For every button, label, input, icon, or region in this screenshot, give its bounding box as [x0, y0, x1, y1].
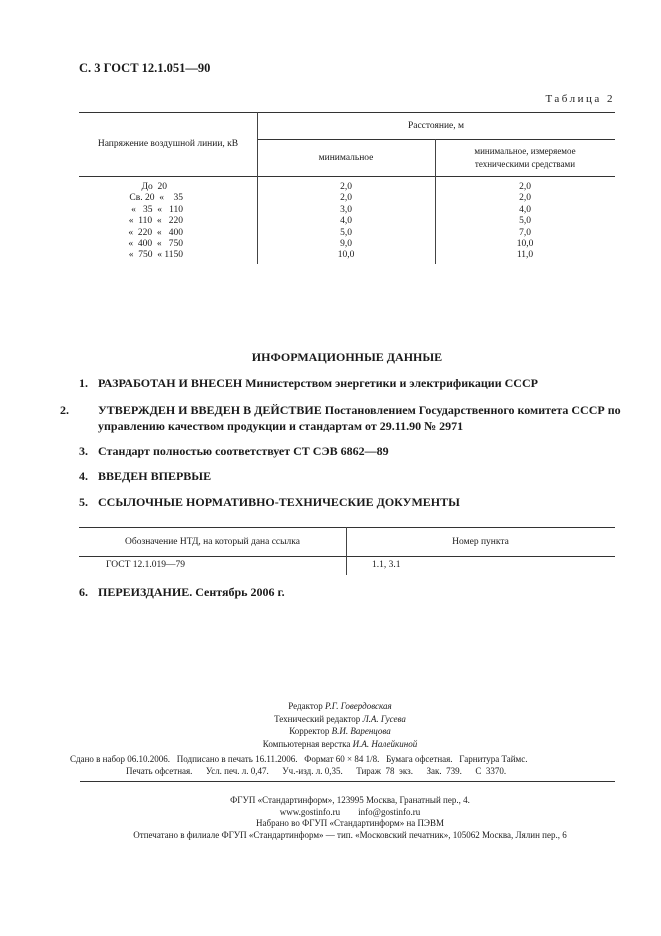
measured-cell: 7,0 — [519, 227, 531, 238]
table-header-rule — [79, 176, 615, 177]
voltage-cell: До 20 — [141, 182, 167, 192]
credit-name: Р.Г. Говердовская — [324, 701, 392, 711]
credit-line — [200, 738, 480, 751]
distance-table — [79, 112, 615, 264]
min-cell: 2,0 — [340, 193, 352, 204]
publication-info — [70, 753, 610, 777]
measured-cell: 2,0 — [519, 182, 531, 192]
item-lead: ВВЕДЕН ВПЕРВЫЕ — [98, 469, 212, 483]
table-caption: Таблица 2 — [545, 93, 615, 105]
min-cell: 4,0 — [340, 216, 352, 227]
voltage-cell: « 35 « 110 — [131, 204, 183, 215]
publication-line-1: Сдано в набор 06.10.2006. Подписано в печать 16.11.2006. Формат 60 × 84 1/8. Бумага офсетная. Гарнитура Таймс. — [70, 754, 528, 764]
ntd-top-rule — [79, 527, 615, 528]
page-header: С. 3 ГОСТ 12.1.051—90 — [79, 61, 211, 75]
credit-role: Корректор — [289, 726, 330, 736]
item-lead: РАЗРАБОТАН И ВНЕСЕН — [98, 376, 243, 390]
min-column — [257, 182, 435, 262]
item-number: 1. — [79, 376, 88, 390]
address-line-2: www.gostinfo.ru info@gostinfo.ru — [279, 806, 421, 817]
info-item-5 — [79, 494, 619, 510]
voltage-cell: « 750 « 1150 — [128, 250, 183, 261]
credit-line — [200, 713, 480, 726]
info-item-6 — [79, 584, 619, 600]
info-item-4 — [79, 468, 619, 484]
voltage-cell: « 220 « 400 — [128, 227, 183, 238]
ntd-vline — [346, 527, 347, 575]
voltage-cell: « 400 « 750 — [128, 238, 183, 249]
item-text: Стандарт полностью соответствует СТ СЭВ 6862—89 — [98, 444, 389, 458]
voltage-cell: « 110 « 220 — [128, 216, 183, 227]
address-line-1: ФГУП «Стандартинформ», 123995 Москва, Гранатный пер., 4. — [230, 795, 470, 805]
min-cell: 5,0 — [340, 227, 352, 238]
item-lead: УТВЕРЖДЕН И ВВЕДЕН В ДЕЙСТВИЕ — [98, 403, 322, 417]
item-text: Сентябрь 2006 г. — [192, 585, 285, 599]
min-cell: 9,0 — [340, 238, 352, 249]
credits-block — [200, 700, 480, 750]
ntd-doc-cell: ГОСТ 12.1.019—79 — [106, 560, 185, 570]
col-header-distance: Расстояние, м — [407, 121, 465, 131]
voltage-column — [83, 182, 183, 262]
credit-line — [200, 725, 480, 738]
col-header-min-measured: минимальное, измеряемое техническими средствами — [474, 146, 576, 169]
ntd-col-header-item: Номер пункта — [452, 537, 509, 547]
credit-role: Редактор — [288, 701, 323, 711]
address-line-4: Отпечатано в филиале ФГУП «Стандартинформ» — тип. «Московский печатник», 105062 Москва, Лялин пер., 6 — [133, 829, 567, 840]
min-cell: 2,0 — [340, 182, 352, 192]
measured-column — [435, 182, 615, 262]
credit-line — [200, 700, 480, 713]
voltage-cell: Св. 20 « 35 — [129, 193, 183, 204]
info-title: ИНФОРМАЦИОННЫЕ ДАННЫЕ — [251, 350, 443, 364]
item-text: Министерством энергетики и электрификации СССР — [242, 376, 538, 390]
credit-role: Компьютерная верстка — [262, 738, 351, 749]
item-lead: ССЫЛОЧНЫЕ НОРМАТИВНО-ТЕХНИЧЕСКИЕ ДОКУМЕНТЫ — [98, 495, 460, 509]
item-lead: ПЕРЕИЗДАНИЕ. — [98, 585, 193, 599]
info-item-3 — [79, 443, 619, 459]
credit-name: Л.А. Гусева — [362, 713, 406, 724]
info-item-2 — [60, 402, 638, 434]
ntd-header-rule — [79, 556, 615, 557]
item-number: 2. — [60, 403, 69, 417]
item-number: 6. — [79, 585, 88, 599]
measured-cell: 4,0 — [519, 204, 531, 215]
measured-cell: 11,0 — [516, 250, 534, 261]
item-text: Постановлением Государственного комитета СССР по управлению качеством продукции и стандартам от 29.11.90 № 2971 — [98, 403, 621, 433]
ntd-item-cell: 1.1, 3.1 — [372, 560, 401, 570]
table-top-rule — [79, 112, 615, 113]
table-sub-rule — [257, 139, 615, 140]
item-number: 4. — [79, 469, 88, 483]
info-item-1 — [79, 375, 619, 391]
measured-cell: 5,0 — [519, 216, 531, 227]
measured-cell: 2,0 — [519, 193, 531, 204]
col-header-voltage: Напряжение воздушной линии, кВ — [97, 139, 239, 149]
publisher-address — [70, 795, 630, 841]
ntd-col-header-doc: Обозначение НТД, на который дана ссылка — [125, 537, 300, 547]
col-header-min: минимальное — [318, 153, 374, 163]
separator-rule — [80, 781, 615, 782]
credit-name: В.И. Варенцова — [331, 726, 391, 736]
credit-name: И.А. Налейкиной — [352, 738, 418, 749]
item-number: 5. — [79, 495, 88, 509]
min-cell: 3,0 — [340, 204, 352, 215]
credit-role: Технический редактор — [274, 713, 361, 724]
address-line-3: Набрано во ФГУП «Стандартинформ» на ПЭВМ — [256, 818, 444, 828]
publication-line-2: Печать офсетная. Усл. печ. л. 0,47. Уч.-изд. л. 0,35. Тираж 78 экз. Зак. 739. С 3370. — [126, 766, 507, 776]
measured-cell: 10,0 — [516, 238, 534, 249]
min-cell: 10,0 — [337, 250, 355, 261]
item-number: 3. — [79, 444, 88, 458]
ntd-table — [79, 527, 615, 575]
